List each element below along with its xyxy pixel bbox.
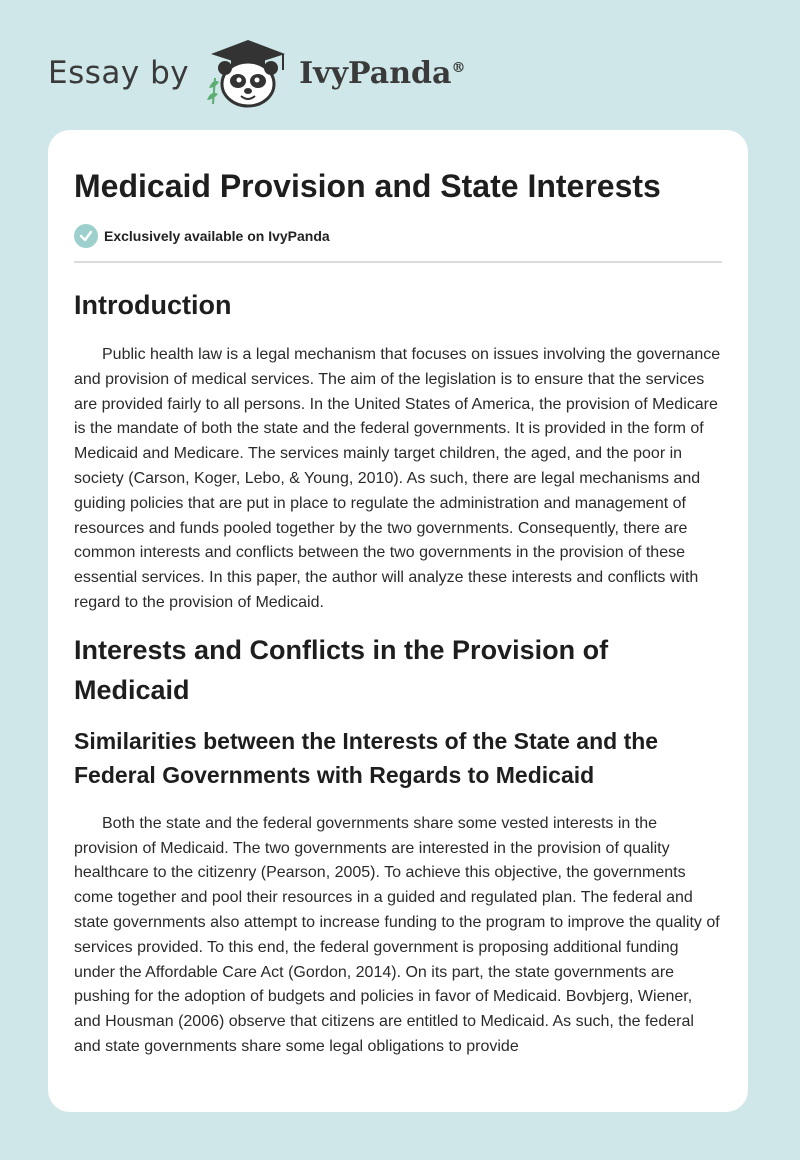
exclusive-badge bbox=[74, 224, 722, 248]
site-header bbox=[48, 38, 465, 108]
brand-prefix: Essay by bbox=[48, 55, 190, 91]
brand-name: IvyPanda® bbox=[299, 55, 466, 91]
section-heading-interests-conflicts: Interests and Conflicts in the Provision of Medicaid bbox=[74, 634, 609, 705]
subsection-heading-similarities: Similarities between the Interests of the State and the Federal Governments with Regards to Medicaid bbox=[74, 727, 659, 788]
similarities-paragraph: Both the state and the federal governments share some vested interests in the provision of Medicaid. The two governments are interested in the provision of quality healthcare to the citizenry (Pearson, 2005). To achieve this objective, the governments come together and pool their resources in a guided and regulated plan. The federal and state governments also attempt to increase funding to the program to improve the quality of services provided. To this end, the federal government is proposing additional funding under the Affordable Care Act (Gordon, 2014). On its part, the state governments are pushing for the adoption of budgets and policies in favor of Medicaid. Bovbjerg, Wiener, and Housman (2006) observe that citizens are entitled to Medicaid. As such, the federal and state governments share some legal obligations to provide bbox=[74, 814, 720, 1055]
essay-card bbox=[48, 130, 748, 1112]
page-title: Medicaid Provision and State Interests bbox=[74, 168, 661, 204]
check-icon bbox=[74, 224, 98, 248]
exclusive-label: Exclusively available on IvyPanda bbox=[104, 228, 330, 244]
introduction-paragraph: Public health law is a legal mechanism that focuses on issues involving the governance and provision of medical services. The aim of the legislation is to ensure that the services are provided fairly to all persons. In the United States of America, the provision of Medicare is the mandate of both the state and the federal governments. It is provided in the form of Medicaid and Medicare. The services mainly target children, the aged, and the poor in society (Carson, Koger, Lebo, & Young, 2010). As such, there are legal mechanisms and guiding policies that are put in place to regulate the administration and management of resources and funds pooled together by the two governments. Consequently, there are common interests and conflicts between the two governments in the provision of these essential services. In this paper, the author will analyze these interests and conflicts with regard to the provision of Medicaid. bbox=[74, 346, 721, 611]
panda-logo-icon bbox=[203, 38, 293, 108]
title-divider bbox=[74, 261, 722, 263]
section-heading-introduction: Introduction bbox=[74, 290, 232, 320]
